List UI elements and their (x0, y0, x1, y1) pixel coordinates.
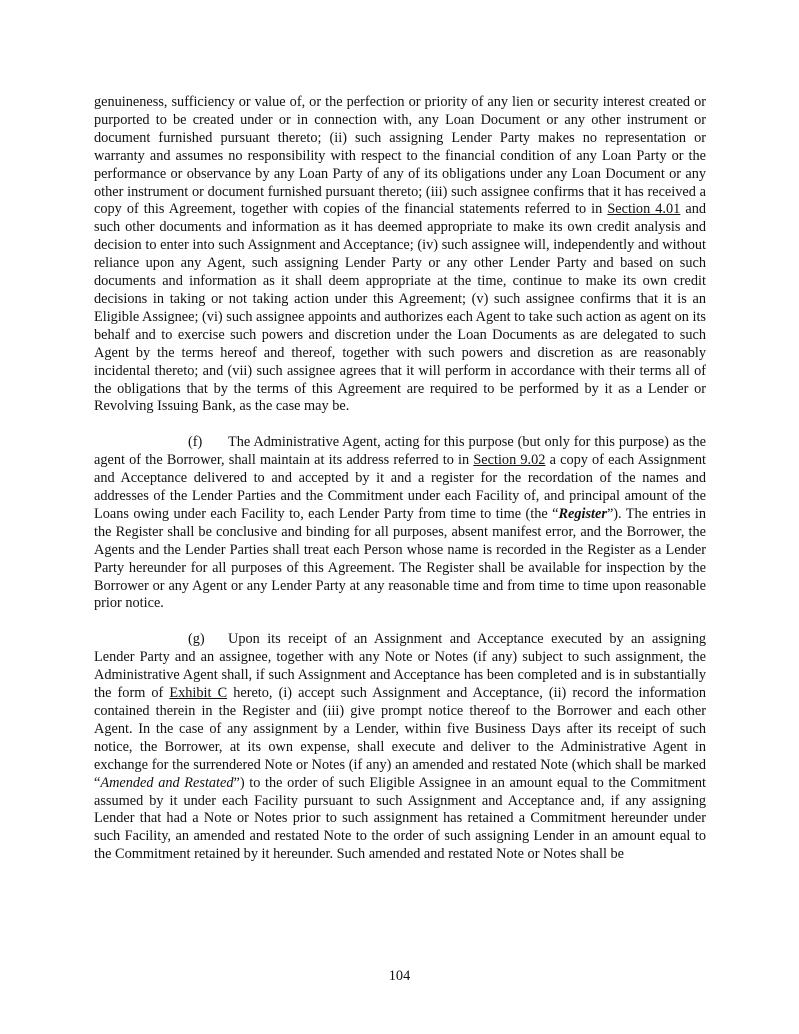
paragraph-text: ”). The entries in the Register shall be conclusive and binding for all purposes, absent manifest error, and the Borrower, the Agents and the Lender Parties shall treat each Person whose name is recorded in the Register as a Lender Party hereunder for all purposes of this Agreement. The Register shall be available for inspection by the Borrower or any Agent or any Lender Party at any reasonable time and from time to time upon reasonable prior notice. (94, 505, 707, 612)
paragraph-text: genuineness, sufficiency or value of, or the perfection or priority of any lien or security interest created or purported to be created under or in connection with, any Loan Document or any other instrument or document furnished pursuant thereto; (ii) such assigning Lender Party makes no representation or warranty and assumes no responsibility with respect to the financial condition of any Loan Party or the performance or observance by any Loan Party of any of its obligations under any Loan Document or any other instrument or document furnished pursuant thereto; (iii) such assignee confirms that it has received a copy of this Agreement, together with copies of the financial statements referred to in (94, 94, 706, 218)
exhibit-c-reference: Exhibit C (169, 685, 228, 702)
paragraph-g (94, 631, 706, 864)
defined-term-register: Register (558, 505, 607, 522)
paragraph-text: Upon its receipt of an Assignment and Acceptance executed by an assigning Lender Party and an assignee, together with any Note or Notes (if any) subject to such assignment, the Administrative Agent shall, if such Assignment and Acceptance has been completed and is in substantially the form of (94, 631, 706, 702)
section-9-02-reference: Section 9.02 (473, 452, 546, 469)
paragraph-text: The Administrative Agent, acting for this purpose (but only for this purpose) as the agent of the Borrower, shall maintain at its address referred to in (94, 434, 706, 469)
clause-label-f: (f) (188, 434, 203, 451)
section-4-01-reference: Section 4.01 (607, 201, 681, 218)
paragraph-text: and such other documents and information as it has deemed appropriate to make its own credit analysis and decision to enter into such Assignment and Acceptance; (iv) such assignee will, independently and without reliance upon any Agent, such assigning Lender Party or any other Lender Party and based on such documents and information as it shall deem appropriate at the time, continue to make its own credit decisions in taking or not taking action under this Agreement; (v) such assignee confirms that it is an Eligible Assignee; (vi) such assignee appoints and authorizes each Agent to take such action as agent on its behalf and to exercise such powers and discretion under the Loan Documents as are delegated to such Agent by the terms hereof and thereof, together with such powers and discretion as are reasonably incidental thereto; and (vii) such assignee agrees that it will perform in accordance with their terms all of the obligations that by the terms of this Agreement are required to be performed by it as a Lender or Revolving Issuing Bank, as the case may be. (94, 201, 706, 415)
paragraph-text: a copy of each Assignment and Acceptance delivered to and accepted by it and a register for the recordation of the names and addresses of the Lender Parties and the Commitment under each Facility of, and principal amount of the Loans owing under each Facility to, each Lender Party from time to time (the “ (94, 452, 707, 522)
paragraph-text: ”) to the order of such Eligible Assignee in an amount equal to the Commitment assumed by it under each Facility pursuant to such Assignment and Acceptance and, if any assigning Lender that had a Note or Notes prior to such assignment has retained a Commitment hereunder under such Facility, an amended and restated Note to the order of such assigning Lender in an amount equal to the Commitment retained by it hereunder. Such amended and restated Note or Notes shall be (94, 774, 706, 863)
paragraph-text: hereto, (i) accept such Assignment and Acceptance, (ii) record the information contained therein in the Register and (iii) give prompt notice thereof to the Borrower and each other Agent. In the case of any assignment by a Lender, within five Business Days after its receipt of such notice, the Borrower, at its own expense, shall execute and deliver to the Administrative Agent in exchange for the surrendered Note or Notes (if any) an amended and restated Note (which shall be marked “ (94, 685, 707, 791)
paragraph-f (94, 434, 706, 613)
amended-and-restated-marking: Amended and Restated (100, 774, 234, 791)
document-body (94, 94, 706, 882)
clause-label-g: (g) (188, 631, 205, 648)
paragraph-continuation (94, 94, 706, 416)
page-number: 104 (388, 968, 411, 984)
